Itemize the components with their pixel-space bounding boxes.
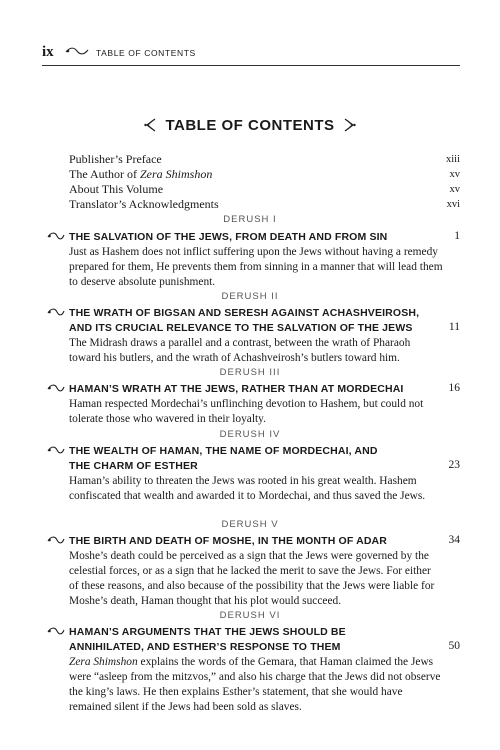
front-matter-title: Translator’s Acknowledgments — [69, 197, 219, 211]
derush-title: THE SALVATION OF THE JEWS, FROM DEATH AND FROM SIN — [69, 231, 388, 243]
front-matter-title: About This Volume — [69, 182, 164, 196]
derush-page: 11 — [448, 321, 460, 333]
derush-page: 23 — [448, 459, 460, 471]
front-matter-item[interactable] — [69, 182, 460, 197]
derush-label: DERUSH V — [221, 519, 279, 530]
derush-label: DERUSH VI — [219, 610, 281, 621]
toc-title-row — [0, 116, 500, 134]
front-matter-page: xiii — [445, 154, 460, 165]
front-matter-title: The Author of — [69, 167, 140, 181]
running-head-title: TABLE OF CONTENTS — [96, 48, 196, 58]
derush-entry[interactable] — [47, 382, 460, 428]
derush-description — [69, 655, 443, 715]
derush-description: Haman’s ability to threaten the Jews was rooted in his great wealth. Hashem confiscated that wealth and awarded it to Mordechai, and thus saved the Jews. — [69, 475, 426, 502]
derush-entry[interactable] — [47, 625, 460, 720]
bullet-flourish-icon — [47, 383, 65, 393]
derush-entry[interactable] — [47, 534, 460, 610]
derush-entry[interactable] — [47, 444, 460, 520]
left-ornament-icon — [144, 118, 156, 132]
front-matter-page: xv — [449, 169, 460, 180]
derush-title: HAMAN’S WRATH AT THE JEWS, RATHER THAN AT MORDECHAI — [69, 383, 404, 395]
bullet-flourish-icon — [47, 445, 65, 455]
front-matter-page: xv — [449, 184, 460, 195]
right-ornament-icon — [344, 118, 356, 132]
bullet-flourish-icon — [47, 231, 65, 241]
derush-title: THE WEALTH OF HAMAN, THE NAME OF MORDECHAI, AND THE CHARM OF ESTHER — [69, 445, 378, 472]
front-matter-page: xvi — [446, 199, 460, 210]
bullet-flourish-icon — [47, 307, 65, 317]
derush-label: DERUSH I — [223, 214, 277, 225]
front-matter-title-italic: Zera Shimshon — [140, 167, 213, 181]
derush-page: 50 — [448, 640, 460, 652]
page-number: ix — [42, 44, 54, 60]
derush-description: The Midrash draws a parallel and a contrast, between the wrath of Pharaoh toward his butlers, and the wrath of Achashveirosh’s butlers toward him. — [69, 337, 411, 364]
front-matter-title: Publisher’s Preface — [69, 152, 162, 166]
page-title: TABLE OF CONTENTS — [165, 116, 335, 134]
derush-title: THE BIRTH AND DEATH OF MOSHE, IN THE MONTH OF ADAR — [69, 535, 388, 547]
derush-page: 34 — [448, 534, 460, 546]
front-matter-list — [69, 152, 460, 212]
derush-label: DERUSH III — [219, 367, 281, 378]
front-matter-item[interactable] — [69, 197, 460, 212]
derush-title: HAMAN’S ARGUMENTS THAT THE JEWS SHOULD BE ANNIHILATED, AND ESTHER’S RESPONSE TO THEM — [69, 626, 346, 653]
derush-description: Moshe’s death could be perceived as a sign that the Jews were governed by the celestial forces, or as a sign that he lacked the merit to save the Jews. For either of these reasons, and also because of the possibility that the Jews were liable for Moshe’s death, Haman thought that his plot would succeed. — [69, 550, 435, 607]
derush-label: DERUSH II — [221, 291, 279, 302]
derush-entry[interactable] — [47, 230, 460, 290]
derush-page: 1 — [454, 230, 460, 242]
derush-description: Haman respected Mordechai’s unflinching devotion to Hashem, but could not tolerate those who wavered in their loyalty. — [69, 398, 424, 425]
derush-entry[interactable] — [47, 306, 460, 366]
derush-page: 16 — [448, 382, 460, 394]
bullet-flourish-icon — [47, 626, 65, 636]
bullet-flourish-icon — [47, 535, 65, 545]
derush-description-text: explains the words of the Gemara, that Haman claimed the Jews were “asleep from the mitzvos,” and also his charge that the Jews did not observe the king’s laws. He then explains Esther’s statement, that she would have remained silent if the Jews had been sold as slaves. — [69, 656, 441, 713]
front-matter-item[interactable] — [69, 167, 460, 182]
front-matter-item[interactable] — [69, 152, 460, 167]
flourish-icon — [65, 46, 89, 56]
derush-description-italic: Zera Shimshon — [69, 656, 138, 668]
derush-title: THE WRATH OF BIGSAN AND SERESH AGAINST ACHASHVEIROSH, AND ITS CRUCIAL RELEVANCE TO THE SALVATION OF THE JEWS — [69, 307, 420, 334]
derush-label: DERUSH IV — [219, 429, 281, 440]
running-head — [42, 44, 460, 64]
header-rule — [42, 65, 460, 66]
derush-description: Just as Hashem does not inflict suffering upon the Jews without having a remedy prepared for them, He prevents them from sinning in a manner that will lead them to deserve absolute punishment. — [69, 246, 443, 288]
